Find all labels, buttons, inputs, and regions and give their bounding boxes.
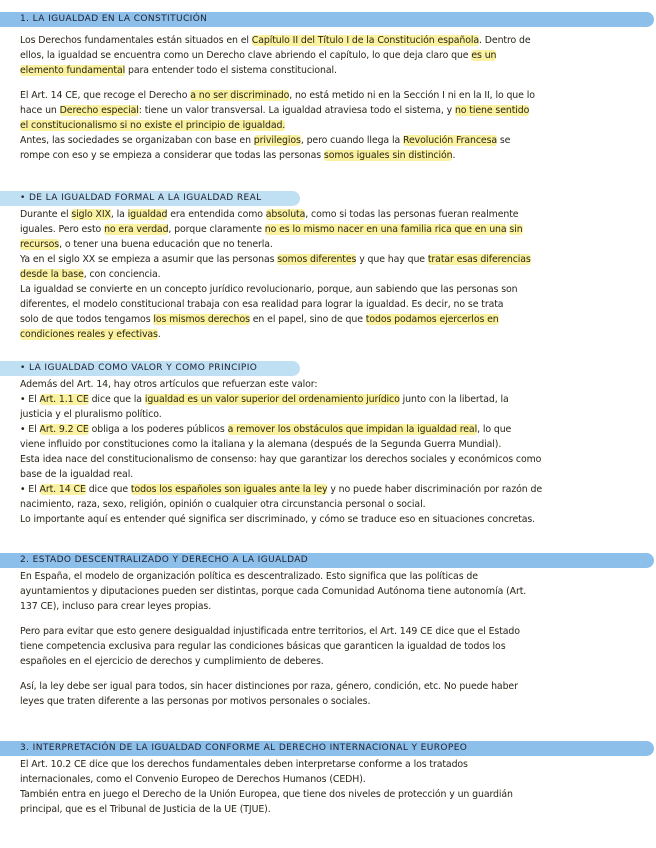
highlighted-text: sin xyxy=(509,224,523,235)
highlighted-text: tratar esas diferencias xyxy=(427,254,531,265)
text-run: principal, que es el Tribunal de Justicia de la UE (TJUE). xyxy=(20,804,271,815)
text-line xyxy=(20,584,634,599)
highlighted-text: no tiene sentido xyxy=(454,105,530,116)
text-line xyxy=(20,467,634,482)
text-line xyxy=(20,694,634,709)
text-line xyxy=(20,787,634,802)
text-run: Ya en el siglo XX se empieza a asumir que las personas xyxy=(20,254,278,265)
highlighted-text: Art. 14 CE xyxy=(39,484,86,495)
highlighted-text: Revolución Francesa xyxy=(403,135,498,146)
highlighted-text: absoluta xyxy=(265,209,306,220)
text-line xyxy=(20,452,634,467)
text-line xyxy=(20,639,634,654)
text-run: hace un xyxy=(20,105,60,116)
section-title: • DE LA IGUALDAD FORMAL A LA IGUALDAD REAL xyxy=(20,193,262,203)
highlighted-text: igualdad es un valor superior del ordenamiento jurídico xyxy=(144,394,400,405)
text-run: internacionales, como el Convenio Europeo de Derechos Humanos (CEDH). xyxy=(20,774,366,785)
text-run: se xyxy=(497,135,511,146)
section-body xyxy=(20,377,634,527)
text-run: : tiene un valor transversal. La igualdad atraviesa todo el sistema, y xyxy=(138,105,455,116)
text-run: • El xyxy=(20,394,40,405)
text-run: También entra en juego el Derecho de la Unión Europea, que tiene dos niveles de protección y un guardián xyxy=(20,789,513,800)
section-title: 2. ESTADO DESCENTRALIZADO Y DERECHO A LA IGUALDAD xyxy=(20,555,309,565)
highlighted-text: somos iguales sin distinción xyxy=(323,150,453,161)
text-run: leyes que traten diferente a las personas por motivos personales o sociales. xyxy=(20,696,371,707)
text-run: Pero para evitar que esto genere desigualdad injustificada entre territorios, el Art. 149 CE dice que el Estado xyxy=(20,626,520,637)
text-run: • El xyxy=(20,484,40,495)
highlighted-text: a remover los obstáculos que impidan la igualdad real xyxy=(227,424,478,435)
text-line xyxy=(20,252,634,267)
text-run: , pero cuando llega la xyxy=(300,135,403,146)
section-body xyxy=(20,569,634,709)
text-line xyxy=(20,802,634,817)
text-run: . xyxy=(452,150,456,161)
text-run: era entendida como xyxy=(167,209,266,220)
text-run: . Dentro de xyxy=(479,35,531,46)
text-run: El Art. 10.2 CE dice que los derechos fundamentales deben interpretarse conforme a los tratados xyxy=(20,759,468,770)
text-line xyxy=(20,312,634,327)
text-line xyxy=(20,327,634,342)
highlighted-text: Derecho especial xyxy=(59,105,139,116)
section-body xyxy=(20,207,634,342)
text-line xyxy=(20,63,634,78)
highlighted-text: igualdad xyxy=(127,209,168,220)
text-run: en el papel, sino de que xyxy=(249,314,366,325)
text-line xyxy=(20,118,634,133)
text-run: , lo que xyxy=(477,424,512,435)
paragraph-gap xyxy=(20,78,634,88)
text-run: , con conciencia. xyxy=(83,269,161,280)
text-line xyxy=(20,497,634,512)
text-run: ellos, la igualdad se encuentra como un Derecho clave abriendo el capítulo, lo que deja claro que xyxy=(20,50,472,61)
text-line xyxy=(20,48,634,63)
text-line xyxy=(20,482,634,497)
text-line xyxy=(20,599,634,614)
text-run: Así, la ley debe ser igual para todos, sin hacer distinciones por raza, género, condición, etc. No puede haber xyxy=(20,681,518,692)
highlighted-text: Art. 1.1 CE xyxy=(39,394,89,405)
text-line xyxy=(20,88,634,103)
text-run: junto con la libertad, la xyxy=(399,394,509,405)
text-line xyxy=(20,422,634,437)
text-line xyxy=(20,569,634,584)
text-run: Lo importante aquí es entender qué significa ser discriminado, y cómo se traduce eso en situaciones concretas. xyxy=(20,514,535,525)
text-line xyxy=(20,654,634,669)
text-run: Durante el xyxy=(20,209,72,220)
section-body xyxy=(20,33,634,163)
text-run: , la xyxy=(110,209,128,220)
text-line xyxy=(20,392,634,407)
text-line xyxy=(20,757,634,772)
text-run: españoles en el ejercicio de derechos y cumplimiento de deberes. xyxy=(20,656,324,667)
section-title: • LA IGUALDAD COMO VALOR Y COMO PRINCIPIO xyxy=(20,363,258,373)
text-run: • El xyxy=(20,424,40,435)
highlighted-text: desde la base xyxy=(20,269,84,280)
text-run: Los Derechos fundamentales están situados en el xyxy=(20,35,252,46)
paragraph-gap xyxy=(20,669,634,679)
text-run: , como si todas las personas fueran realmente xyxy=(305,209,519,220)
section-title: 1. LA IGUALDAD EN LA CONSTITUCIÓN xyxy=(20,14,208,24)
highlighted-text: Capítulo II del Título I de la Constitución española xyxy=(251,35,480,46)
highlighted-text: siglo XIX xyxy=(71,209,111,220)
highlighted-text: es un xyxy=(471,50,497,61)
text-run: Además del Art. 14, hay otros artículos que refuerzan este valor: xyxy=(20,379,318,390)
text-run: 137 CE), incluso para crear leyes propias. xyxy=(20,601,212,612)
text-line xyxy=(20,512,634,527)
text-line xyxy=(20,377,634,392)
highlighted-text: el constitucionalismo si no existe el principio de igualdad. xyxy=(20,120,286,131)
highlighted-text: condiciones reales y efectivas xyxy=(20,329,158,340)
text-line xyxy=(20,772,634,787)
text-run: dice que la xyxy=(88,394,145,405)
section-body xyxy=(20,757,634,817)
text-line xyxy=(20,624,634,639)
highlighted-text: elemento fundamental xyxy=(20,65,126,76)
text-line xyxy=(20,133,634,148)
text-run: dice que xyxy=(85,484,131,495)
highlighted-text: los mismos derechos xyxy=(153,314,250,325)
text-run: En España, el modelo de organización política es descentralizado. Esto significa que las políticas de xyxy=(20,571,478,582)
text-line xyxy=(20,207,634,222)
section-title: 3. INTERPRETACIÓN DE LA IGUALDAD CONFORME AL DERECHO INTERNACIONAL Y EUROPEO xyxy=(20,743,468,753)
text-line xyxy=(20,103,634,118)
text-line xyxy=(20,237,634,252)
text-run: nacimiento, raza, sexo, religión, opinión o cualquier otra circunstancia personal o social. xyxy=(20,499,426,510)
text-run: y que hay que xyxy=(356,254,428,265)
text-run: , no está metido ni en la Sección I ni en la II, lo que lo xyxy=(289,90,535,101)
text-line xyxy=(20,407,634,422)
highlighted-text: no es lo mismo nacer en una familia rica que en una xyxy=(264,224,507,235)
text-run: , o tener una buena educación que no tenerla. xyxy=(59,239,273,250)
highlighted-text: Art. 9.2 CE xyxy=(39,424,89,435)
highlighted-text: somos diferentes xyxy=(277,254,357,265)
text-run: solo de que todos tengamos xyxy=(20,314,154,325)
text-line xyxy=(20,148,634,163)
text-line xyxy=(20,437,634,452)
text-run: obliga a los poderes públicos xyxy=(88,424,228,435)
text-run: base de la igualdad real. xyxy=(20,469,134,480)
highlighted-text: privilegios xyxy=(253,135,301,146)
text-run: Antes, las sociedades se organizaban con base en xyxy=(20,135,254,146)
highlighted-text: todos los españoles son iguales ante la ley xyxy=(130,484,328,495)
text-line xyxy=(20,33,634,48)
text-run: tiene competencia exclusiva para regular las condiciones básicas que garanticen la igualdad de todos los xyxy=(20,641,506,652)
text-run: El Art. 14 CE, que recoge el Derecho xyxy=(20,90,191,101)
text-line xyxy=(20,267,634,282)
text-line xyxy=(20,222,634,237)
text-run: y no puede haber discriminación por razón de xyxy=(327,484,543,495)
highlighted-text: todos podamos ejercerlos en xyxy=(365,314,499,325)
text-run: , porque claramente xyxy=(168,224,265,235)
text-run: viene influido por constituciones como la italiana y la alemana (después de la Segunda Guerra Mundial). xyxy=(20,439,502,450)
text-run: . xyxy=(157,329,161,340)
highlighted-text: no era verdad xyxy=(104,224,169,235)
text-run: rompe con eso y se empieza a considerar que todas las personas xyxy=(20,150,324,161)
text-run: Esta idea nace del constitucionalismo de consenso: hay que garantizar los derechos sociales y económicos como xyxy=(20,454,542,465)
text-run: iguales. Pero esto xyxy=(20,224,105,235)
text-run: para entender todo el sistema constitucional. xyxy=(125,65,337,76)
text-line xyxy=(20,297,634,312)
text-run: ayuntamientos y diputaciones pueden ser distintas, porque cada Comunidad Autónoma tiene autonomía (Art. xyxy=(20,586,527,597)
text-line xyxy=(20,282,634,297)
text-line xyxy=(20,679,634,694)
paragraph-gap xyxy=(20,614,634,624)
highlighted-text: a no ser discriminado xyxy=(190,90,290,101)
text-run: La igualdad se convierte en un concepto jurídico revolucionario, porque, aun sabiendo que las personas son xyxy=(20,284,518,295)
text-run: diferentes, el modelo constitucional trabaja con esa realidad para lograr la igualdad. Es decir, no se trata xyxy=(20,299,504,310)
text-run: justicia y el pluralismo político. xyxy=(20,409,162,420)
highlighted-text: recursos xyxy=(20,239,60,250)
